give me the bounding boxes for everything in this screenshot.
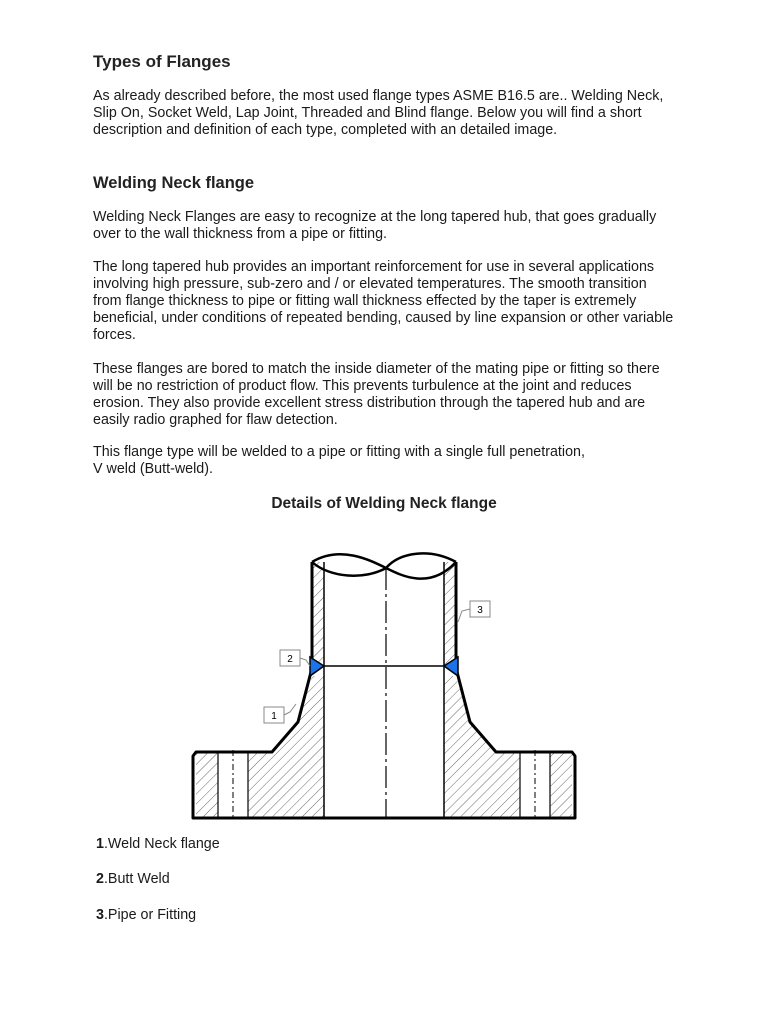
paragraph-welding-neck-4-line2: V weld (Butt-weld).: [93, 461, 213, 477]
paragraph-welding-neck-1: Welding Neck Flanges are easy to recognize at the long tapered hub, that goes gradually over to the wall thickness from a pipe or fitting.: [93, 209, 657, 242]
legend-item-weld-neck-flange: [96, 836, 220, 852]
figure-title: Details of Welding Neck flange: [271, 495, 497, 512]
callout-label-2: 2: [287, 654, 293, 665]
paragraph-welding-neck-4: [93, 444, 678, 478]
callout-label-3: 3: [477, 605, 483, 616]
legend-number: 2: [96, 871, 104, 887]
legend-text: .Weld Neck flange: [103, 836, 220, 852]
callout-label-1: 1: [271, 711, 277, 722]
pipe-wall-right: [444, 562, 456, 668]
pipe-wall-left: [312, 562, 324, 668]
legend-item-butt-weld: [96, 871, 170, 887]
welding-neck-flange-diagram: [190, 548, 580, 828]
legend-text: .Pipe or Fitting: [103, 907, 197, 923]
legend-number: 3: [96, 907, 104, 923]
paragraph-intro: As already described before, the most used flange types ASME B16.5 are.. Welding Neck, Slip On, Socket Weld, Lap Joint, Threaded and Blind flange. Below you will find a short description and definition of each type, completed with an detailed image.: [93, 88, 664, 138]
legend-item-pipe-or-fitting: [96, 907, 196, 923]
legend-text: .Butt Weld: [103, 871, 170, 887]
legend-number: 1: [96, 836, 104, 852]
paragraph-welding-neck-2: The long tapered hub provides an important reinforcement for use in several applications involving high pressure, sub-zero and / or elevated temperatures. The smooth transition from flange thickness to pipe or fitting wall thickness effected by the taper is extremely beneficial, under conditions of repeated bending, caused by line expansion or other variable forces.: [93, 259, 674, 343]
paragraph-welding-neck-4-line1: This flange type will be welded to a pipe or fitting with a single full penetration,: [93, 444, 585, 460]
heading-types-of-flanges: Types of Flanges: [93, 52, 231, 71]
paragraph-welding-neck-3: These flanges are bored to match the inside diameter of the mating pipe or fitting so there will be no restriction of product flow. This prevents turbulence at the joint and reduces erosion. They also provide excellent stress distribution through the tapered hub and are easily radio graphed for flaw detection.: [93, 361, 660, 428]
pipe-break-curve: [312, 553, 456, 578]
heading-welding-neck-flange: Welding Neck flange: [93, 174, 255, 192]
